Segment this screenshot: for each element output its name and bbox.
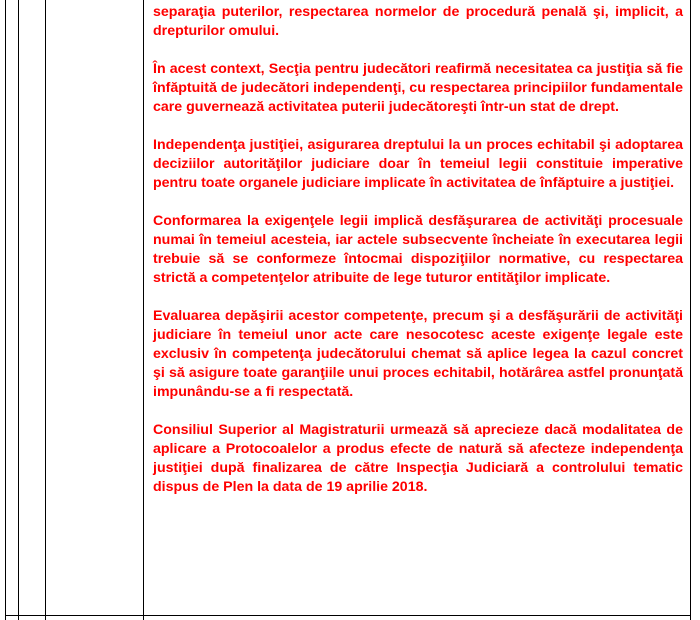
paragraph: În acest context, Secţia pentru judecători reafirmă necesitatea ca justiţia să fie înfăptuită de judecători independenţi, cu respectarea principiilor fundamentale care guvernează activitatea puterii judecătoreşti într-un stat de drept. (153, 61, 683, 115)
column-divider (18, 0, 19, 620)
paragraph: Evaluarea depăşirii acestor competenţe, precum şi a desfăşurării de activităţi judiciare în temeiul unor acte care nesocotesc aceste exigenţe legale este exclusiv în competenţa judecătorului chemat să aplice legea la cazul concret şi să asigure toate garanţiile unui proces echitabil, hotărârea astfel pronunţată impunându-se a fi respectată. (153, 308, 683, 400)
document-table (5, 0, 691, 620)
paragraph: Independenţa justiţiei, asigurarea dreptului la un proces echitabil şi adoptarea deciziilor autorităţilor judiciare doar în temeiul legii constituie imperative pentru toate organele judiciare implicate în activitatea de înfăptuire a justiţiei. (153, 137, 683, 191)
table-bottom-border (6, 615, 690, 616)
column-divider (143, 0, 144, 620)
paragraph: separaţia puterilor, respectarea normelor de procedură penală şi, implicit, a drepturilor omului. (153, 4, 683, 39)
table-cell-content (153, 0, 683, 516)
column-divider (45, 0, 46, 620)
paragraph: Consiliul Superior al Magistraturii urmează să aprecieze dacă modalitatea de aplicare a Protocoalelor a produs efecte de natură să afecteze independenţa justiţiei după finalizarea de către Inspecţia Judiciară a controlului tematic dispus de Plen la data de 19 aprilie 2018. (153, 422, 683, 495)
paragraph: Conformarea la exigenţele legii implică desfăşurarea de activităţi procesuale numai în temeiul acesteia, iar actele subsecvente încheiate în executarea legii trebuie să se conformeze întocmai dispoziţiilor normative, cu respectarea strictă a competenţelor atribuite de lege tuturor entităţilor implicate. (153, 213, 683, 286)
